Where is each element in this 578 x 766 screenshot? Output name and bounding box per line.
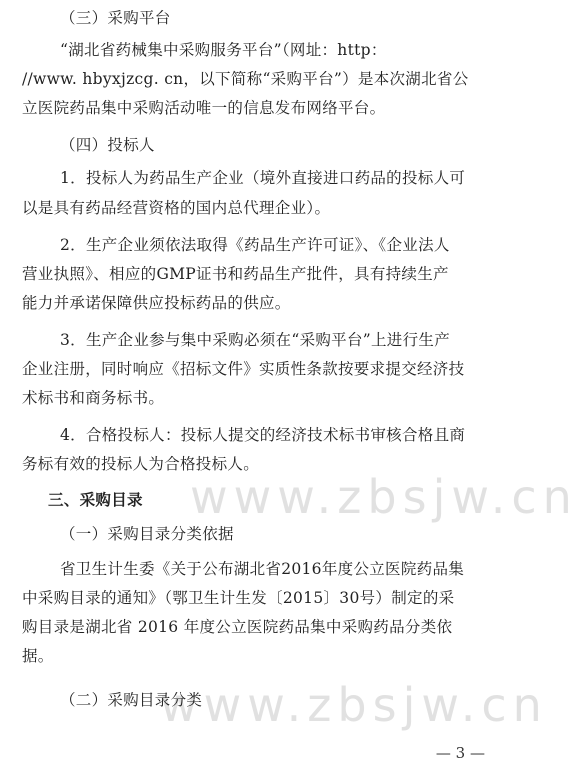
paragraph-line: //www. hbyxjzcg. cn，以下简称“采购平台”）是本次湖北省公 <box>22 70 469 88</box>
watermark-top: www.zbsjw.cn <box>190 470 578 524</box>
section-heading-purchase-catalog: 三、采购目录 <box>48 491 143 509</box>
paragraph-line: 中采购目录的通知》（鄂卫生计生发〔2015〕30号）制定的采 <box>22 589 455 607</box>
paragraph-line: “湖北省药械集中采购服务平台”（网址：http： <box>60 41 387 59</box>
paragraph-line: 3．生产企业参与集中采购必须在“采购平台”上进行生产 <box>60 331 451 349</box>
paragraph-line: 以是具有药品经营资格的国内总代理企业）。 <box>22 199 331 217</box>
subheading-catalog-classification: （二）采购目录分类 <box>60 691 203 709</box>
paragraph-line: 1．投标人为药品生产企业（境外直接进口药品的投标人可 <box>60 169 466 187</box>
paragraph-line: 购目录是湖北省 2016 年度公立医院药品集中采购药品分类依 <box>22 618 453 636</box>
paragraph-line: 省卫生计生委《关于公布湖北省2016年度公立医院药品集 <box>60 560 465 578</box>
subheading-bidder: （四）投标人 <box>60 136 155 154</box>
subheading-catalog-basis: （一）采购目录分类依据 <box>60 525 234 543</box>
subheading-purchase-platform: （三）采购平台 <box>60 9 171 27</box>
paragraph-line: 据。 <box>22 647 54 665</box>
watermark-bottom: www.zbsjw.cn <box>160 678 548 732</box>
paragraph-line: 4．合格投标人：投标人提交的经济技术标书审核合格且商 <box>60 426 466 444</box>
page-number: — 3 — <box>435 744 485 762</box>
paragraph-line: 务标有效的投标人为合格投标人。 <box>22 455 260 473</box>
paragraph-line: 术标书和商务标书。 <box>22 389 165 407</box>
paragraph-line: 2．生产企业须依法取得《药品生产许可证》、《企业法人 <box>60 236 450 254</box>
paragraph-line: 能力并承诺保障供应投标药品的供应。 <box>22 294 291 312</box>
paragraph-line: 立医院药品集中采购活动唯一的信息发布网络平台。 <box>22 99 386 117</box>
paragraph-line: 营业执照》、相应的GMP证书和药品生产批件，具有持续生产 <box>22 265 449 283</box>
paragraph-line: 企业注册，同时响应《招标文件》实质性条款按要求提交经济技 <box>22 360 465 378</box>
